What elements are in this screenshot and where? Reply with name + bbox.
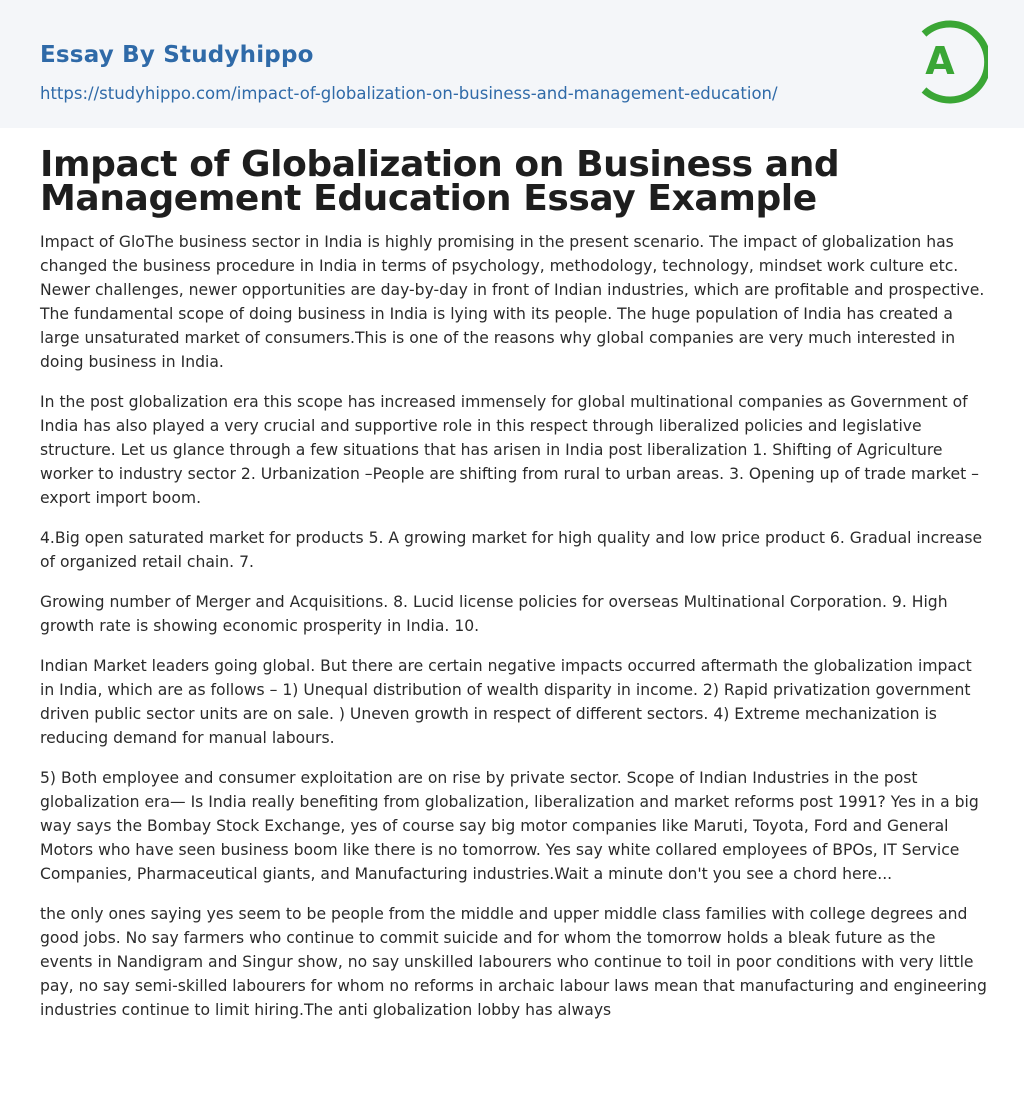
article: [40, 144, 988, 1038]
logo-letter: A: [925, 39, 955, 83]
page-url-link[interactable]: https://studyhippo.com/impact-of-globalization-on-business-and-management-education/: [40, 84, 778, 103]
article-paragraph: Growing number of Merger and Acquisitions. 8. Lucid license policies for overseas Multinational Corporation. 9. High growth rate is showing economic prosperity in India. 10.: [40, 593, 948, 635]
studyhippo-logo-icon[interactable]: [912, 18, 988, 106]
article-paragraph: the only ones saying yes seem to be people from the middle and upper middle class families with college degrees and good jobs. No say farmers who continue to commit suicide and for whom the tomorrow holds a bleak future as the events in Nandigram and Singur show, no say unskilled labourers who continue to toil in poor conditions with very little pay, no say semi-skilled labourers for whom no reforms in archaic labour laws mean that manufacturing and engineering industries continue to limit hiring.The anti globalization lobby has always: [40, 905, 987, 1019]
article-paragraph: 4.Big open saturated market for products 5. A growing market for high quality and low price product 6. Gradual increase of organized retail chain. 7.: [40, 529, 983, 571]
site-brand[interactable]: Essay By Studyhippo: [40, 42, 314, 68]
article-title: Impact of Globalization on Business and Management Education Essay Example: [40, 144, 840, 219]
article-paragraph: 5) Both employee and consumer exploitation are on rise by private sector. Scope of Indian Industries in the post globalization era— Is India really benefiting from globalization, liberalization and market reforms post 1991? Yes in a big way says the Bombay Stock Exchange, yes of course say big motor companies like Maruti, Toyota, Ford and General Motors who have seen business boom like there is no tomorrow. Yes say white collared employees of BPOs, IT Service Companies, Pharmaceutical giants, and Manufacturing industries.Wait a minute don't you see a chord here...: [40, 769, 979, 883]
article-paragraph: Impact of GloThe business sector in India is highly promising in the present scenario. The impact of globalization has changed the business procedure in India in terms of psychology, methodology, technology, mindset work culture etc. Newer challenges, newer opportunities are day-by-day in front of Indian industries, which are profitable and prospective. The fundamental scope of doing business in India is lying with its people. The huge population of India has created a large unsaturated market of consumers.This is one of the reasons why global companies are very much interested in doing business in India.: [40, 233, 985, 371]
site-header: [0, 0, 1024, 128]
article-paragraph: In the post globalization era this scope has increased immensely for global multinational companies as Government of India has also played a very crucial and supportive role in this respect through liberalized policies and legislative structure. Let us glance through a few situations that has arisen in India post liberalization 1. Shifting of Agriculture worker to industry sector 2. Urbanization –People are shifting from rural to urban areas. 3. Opening up of trade market –export import boom.: [40, 393, 979, 507]
article-paragraph: Indian Market leaders going global. But there are certain negative impacts occurred aftermath the globalization impact in India, which are as follows – 1) Unequal distribution of wealth disparity in income. 2) Rapid privatization government driven public sector units are on sale. ) Uneven growth in respect of different sectors. 4) Extreme mechanization is reducing demand for manual labours.: [40, 657, 972, 747]
